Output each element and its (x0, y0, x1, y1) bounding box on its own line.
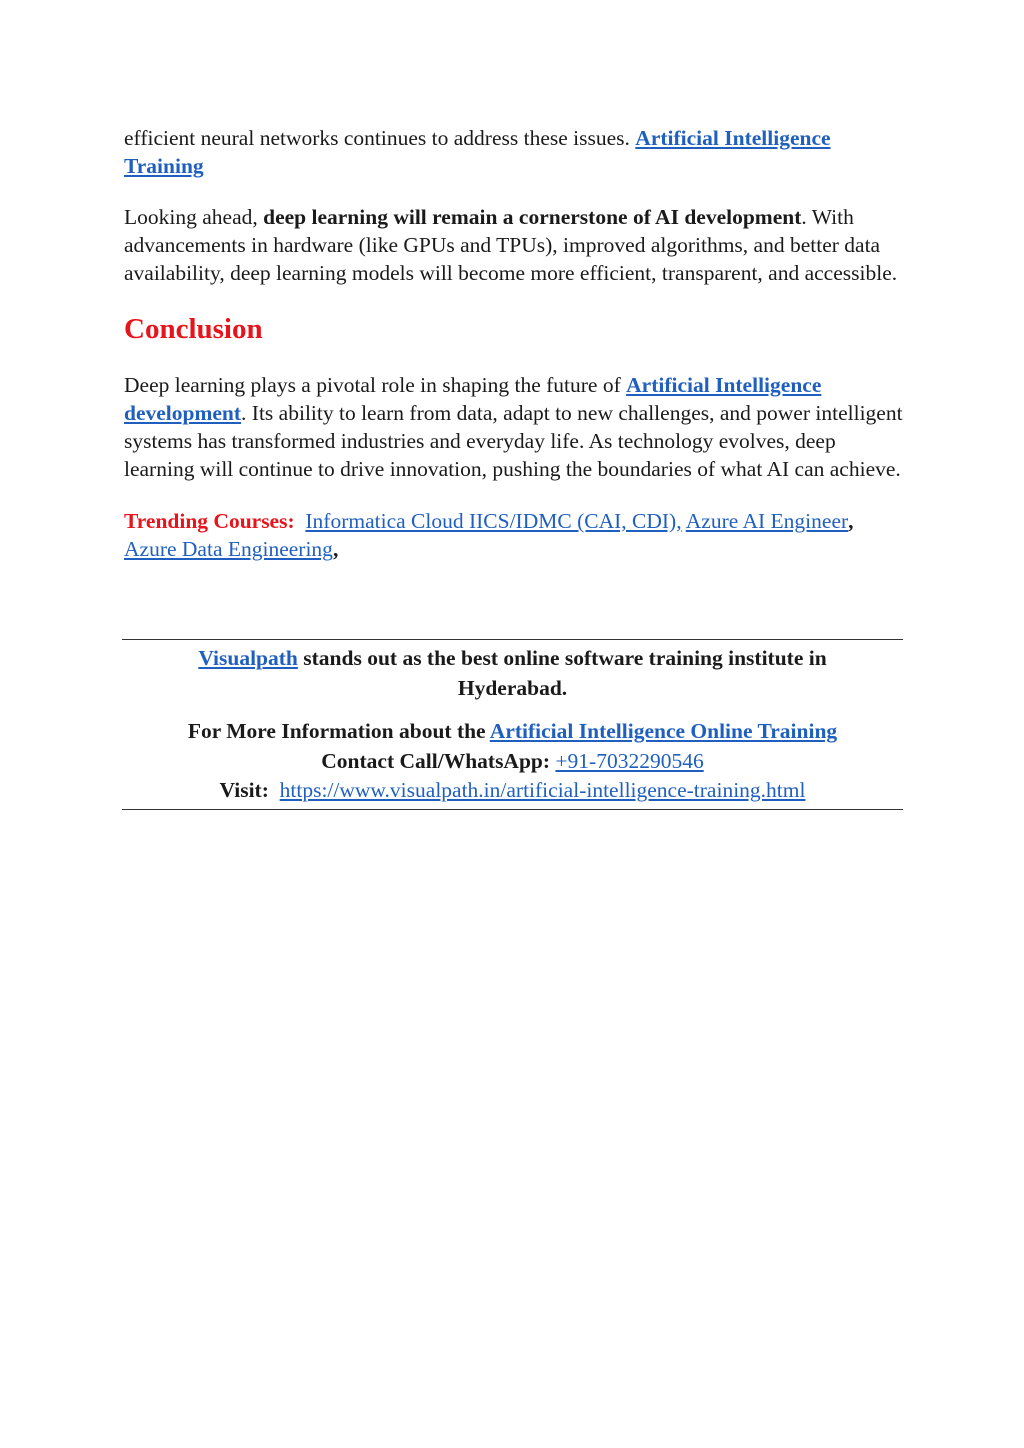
footer-visit-label: Visit: (219, 778, 269, 802)
paragraph-1 (124, 124, 904, 180)
trending-courses (124, 507, 904, 563)
ai-training-link[interactable]: Artificial Intelligence Training (124, 126, 831, 178)
paragraph-2-bold: deep learning will remain a cornerstone of AI development (263, 205, 802, 229)
footer-contact-line (122, 747, 903, 777)
footer-visit-line (122, 776, 903, 806)
visualpath-link[interactable]: Visualpath (198, 646, 298, 670)
trending-label: Trending Courses: (124, 509, 295, 533)
azure-data-course-link[interactable]: Azure Data Engineering (124, 537, 333, 561)
conclusion-paragraph (124, 371, 904, 483)
footer-brand-text: stands out as the best online software training institute in Hyderabad. (297, 646, 827, 700)
paragraph-1-text: efficient neural networks continues to address these issues. (124, 126, 636, 150)
document-body (124, 124, 904, 563)
footer-contact-label: Contact Call/WhatsApp: (321, 748, 556, 773)
azure-ai-course-link[interactable]: Azure AI Engineer (685, 509, 849, 533)
informatica-course-link[interactable]: Informatica Cloud IICS/IDMC (CAI, CDI), (305, 509, 682, 533)
trending-end-comma: , (332, 537, 339, 561)
conclusion-heading: Conclusion (124, 313, 263, 345)
footer-info-lead: For More Information about the (187, 719, 490, 743)
contact-footer (122, 639, 903, 810)
footer-info-line (122, 717, 903, 747)
ai-online-training-link[interactable]: Artificial Intelligence Online Training (489, 719, 838, 743)
website-url-link[interactable]: https://www.visualpath.in/artificial-intelligence-training.html (279, 778, 806, 802)
paragraph-2-lead: Looking ahead, (124, 205, 264, 229)
ai-development-link[interactable]: Artificial Intelligence development (124, 373, 822, 425)
trending-separator: , (848, 509, 854, 533)
conclusion-rest: . Its ability to learn from data, adapt to new challenges, and power intelligent systems has transformed industries and everyday life. As technology evolves, deep learning will continue to drive innovation, pushing the boundaries of what AI can achieve. (124, 401, 903, 481)
phone-link[interactable]: +91-7032290546 (555, 748, 704, 773)
paragraph-2 (124, 203, 904, 287)
conclusion-lead: Deep learning plays a pivotal role in shaping the future of (124, 373, 627, 397)
footer-brand-line (122, 644, 903, 703)
paragraph-2-rest: . With advancements in hardware (like GPUs and TPUs), improved algorithms, and better data availability, deep learning models will become more efficient, transparent, and accessible. (124, 205, 898, 285)
